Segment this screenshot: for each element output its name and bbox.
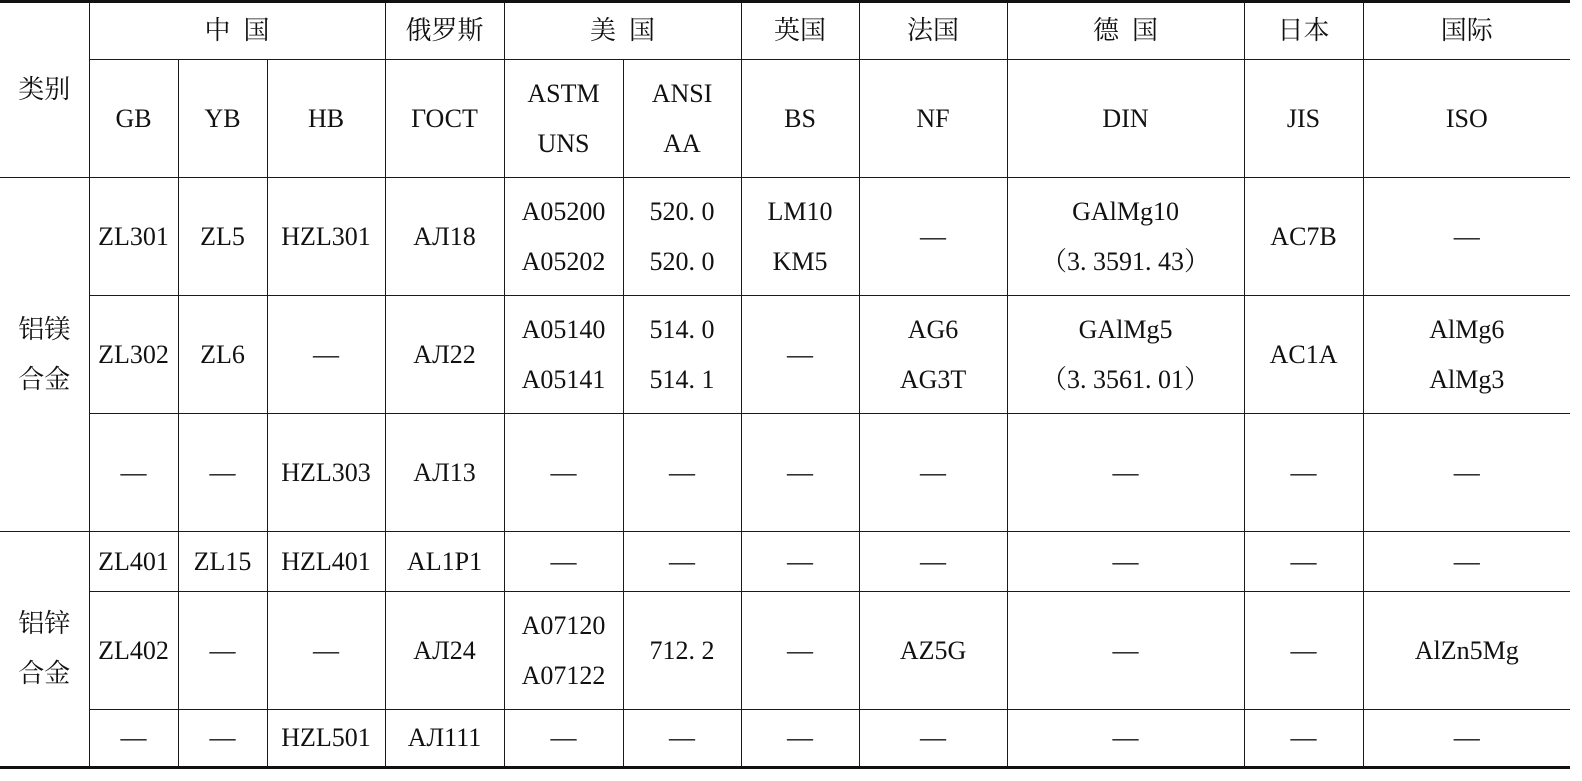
grade-cell bbox=[89, 296, 178, 414]
grade-cell bbox=[267, 532, 385, 592]
grade-value: — bbox=[787, 546, 814, 576]
grade-value: — bbox=[1290, 635, 1317, 665]
alloy-category-cell bbox=[0, 532, 89, 768]
grade-cell bbox=[1007, 414, 1244, 532]
grade-cell bbox=[504, 414, 623, 532]
grade-value: АЛ24 bbox=[413, 635, 476, 665]
grade-value: — bbox=[920, 457, 947, 487]
grade-value: — bbox=[209, 635, 236, 665]
grade-value: — bbox=[787, 339, 814, 369]
country-header: 德 国 bbox=[1007, 2, 1244, 60]
grade-value: — bbox=[209, 723, 236, 752]
grade-cell bbox=[178, 710, 267, 768]
grade-cell bbox=[1244, 710, 1363, 768]
standard-code-label: ASTM bbox=[527, 78, 600, 108]
country-header: 国际 bbox=[1363, 2, 1570, 60]
grade-value: ZL401 bbox=[98, 546, 169, 576]
standard-code-label: JIS bbox=[1286, 103, 1321, 133]
grade-cell bbox=[1363, 296, 1570, 414]
grade-value: AlZn5Mg bbox=[1414, 635, 1519, 665]
standard-code-label: ANSI bbox=[651, 78, 713, 108]
grade-value: — bbox=[1453, 723, 1480, 752]
grade-value: — bbox=[550, 546, 577, 576]
grade-value: — bbox=[1453, 221, 1480, 251]
grade-cell bbox=[178, 296, 267, 414]
alloy-category-label: 铝锌 bbox=[18, 609, 71, 638]
grade-value: A05200 bbox=[521, 196, 606, 226]
grade-value: — bbox=[1112, 546, 1139, 576]
standard-header bbox=[504, 60, 623, 178]
grade-value: — bbox=[787, 635, 814, 665]
grade-value: АЛ22 bbox=[413, 339, 476, 369]
grade-value: A07122 bbox=[521, 660, 606, 690]
grade-cell bbox=[504, 178, 623, 296]
standard-header bbox=[178, 60, 267, 178]
standard-header bbox=[267, 60, 385, 178]
grade-value: АЛ13 bbox=[413, 457, 476, 487]
grade-cell bbox=[1007, 296, 1244, 414]
grade-value: AG3T bbox=[899, 364, 967, 394]
grade-value: A05141 bbox=[521, 364, 606, 394]
grade-value: — bbox=[550, 457, 577, 487]
grade-value: HZL501 bbox=[281, 723, 371, 752]
grade-value: 712. 2 bbox=[649, 635, 715, 665]
country-header: 中 国 bbox=[89, 2, 385, 60]
grade-value: — bbox=[669, 723, 696, 752]
standard-header bbox=[741, 60, 859, 178]
standard-code-label: BS bbox=[784, 103, 816, 133]
grade-cell bbox=[1363, 710, 1570, 768]
standard-code-label: ISO bbox=[1445, 103, 1488, 133]
grade-cell bbox=[385, 592, 504, 710]
standard-code-label: NF bbox=[916, 103, 950, 133]
grade-value: — bbox=[1112, 635, 1139, 665]
grade-value: — bbox=[669, 546, 696, 576]
grade-cell bbox=[1244, 296, 1363, 414]
grade-cell bbox=[1007, 178, 1244, 296]
grade-value: — bbox=[669, 457, 696, 487]
grade-value: — bbox=[550, 723, 577, 752]
grade-value: 514. 0 bbox=[649, 314, 715, 344]
grade-value: ZL301 bbox=[98, 221, 169, 251]
grade-cell bbox=[89, 592, 178, 710]
grade-cell bbox=[385, 532, 504, 592]
grade-cell bbox=[859, 178, 1007, 296]
grade-cell bbox=[178, 532, 267, 592]
grade-value: （3. 3591. 43） bbox=[1041, 246, 1211, 276]
grade-value: — bbox=[209, 457, 236, 487]
grade-cell bbox=[89, 710, 178, 768]
standard-code-label: GB bbox=[115, 103, 152, 133]
table-row bbox=[0, 178, 1570, 296]
alloy-category-label: 合金 bbox=[18, 659, 71, 688]
grade-value: — bbox=[1290, 546, 1317, 576]
standard-code-label: DIN bbox=[1102, 103, 1149, 133]
grade-value: — bbox=[120, 457, 147, 487]
grade-cell bbox=[178, 178, 267, 296]
grade-cell bbox=[267, 710, 385, 768]
grade-cell bbox=[623, 296, 741, 414]
country-header: 日本 bbox=[1244, 2, 1363, 60]
grade-value: HZL401 bbox=[281, 546, 371, 576]
grade-value: ZL302 bbox=[98, 339, 169, 369]
grade-value: — bbox=[1290, 457, 1317, 487]
grade-cell bbox=[385, 178, 504, 296]
country-header: 法国 bbox=[859, 2, 1007, 60]
grade-cell bbox=[741, 178, 859, 296]
grade-value: （3. 3561. 01） bbox=[1041, 364, 1211, 394]
grade-cell bbox=[859, 592, 1007, 710]
grade-cell bbox=[178, 414, 267, 532]
grade-cell bbox=[267, 592, 385, 710]
grade-value: AL1P1 bbox=[406, 546, 483, 576]
grade-cell bbox=[504, 296, 623, 414]
grade-value: — bbox=[787, 457, 814, 487]
grade-cell bbox=[741, 592, 859, 710]
grade-value: AC1A bbox=[1269, 339, 1338, 369]
grade-cell bbox=[385, 414, 504, 532]
grade-value: 514. 1 bbox=[649, 364, 715, 394]
grade-value: — bbox=[1112, 723, 1139, 752]
grade-cell bbox=[89, 414, 178, 532]
grade-cell bbox=[504, 592, 623, 710]
grade-value: LM10 bbox=[767, 196, 833, 226]
grade-value: ZL6 bbox=[200, 339, 245, 369]
grade-value: ZL15 bbox=[193, 546, 252, 576]
grade-value: — bbox=[313, 635, 339, 665]
table-body bbox=[0, 178, 1570, 768]
table-row bbox=[0, 710, 1570, 768]
grade-cell bbox=[89, 178, 178, 296]
grade-value: 520. 0 bbox=[649, 246, 715, 276]
grade-cell bbox=[741, 710, 859, 768]
grade-cell bbox=[1007, 710, 1244, 768]
grade-cell bbox=[385, 710, 504, 768]
grade-value: — bbox=[1112, 457, 1139, 487]
standard-code-label: AA bbox=[663, 128, 701, 158]
grade-cell bbox=[1363, 414, 1570, 532]
grade-value: HZL301 bbox=[281, 221, 371, 251]
standard-code-label: UNS bbox=[537, 128, 590, 158]
grade-cell bbox=[504, 532, 623, 592]
grade-value: A05140 bbox=[521, 314, 606, 344]
grade-value: GAlMg5 bbox=[1078, 314, 1173, 344]
grade-value: — bbox=[1290, 723, 1317, 752]
standard-header bbox=[623, 60, 741, 178]
grade-cell bbox=[859, 532, 1007, 592]
grade-value: AG6 bbox=[907, 314, 959, 344]
grade-cell bbox=[385, 296, 504, 414]
table-header bbox=[0, 2, 1570, 178]
grade-cell bbox=[623, 414, 741, 532]
table-row bbox=[0, 296, 1570, 414]
grade-cell bbox=[741, 414, 859, 532]
category-header: 类别 bbox=[0, 2, 89, 178]
grade-value: — bbox=[787, 723, 814, 752]
grade-value: — bbox=[920, 723, 947, 752]
grade-value: AC7B bbox=[1270, 221, 1337, 251]
standard-code-label: ГОСТ bbox=[411, 103, 478, 133]
country-header: 俄罗斯 bbox=[385, 2, 504, 60]
grade-cell bbox=[504, 710, 623, 768]
grade-cell bbox=[1363, 592, 1570, 710]
table-row bbox=[0, 592, 1570, 710]
grade-value: HZL303 bbox=[281, 457, 371, 487]
grade-value: AlMg6 bbox=[1429, 314, 1505, 344]
grade-cell bbox=[623, 592, 741, 710]
grade-cell bbox=[89, 532, 178, 592]
standard-header bbox=[859, 60, 1007, 178]
table-row bbox=[0, 532, 1570, 592]
grade-value: ZL5 bbox=[200, 221, 245, 251]
alloy-category-label: 合金 bbox=[18, 364, 71, 394]
grade-cell bbox=[1244, 414, 1363, 532]
standard-header-row bbox=[0, 60, 1570, 178]
grade-value: AlMg3 bbox=[1429, 364, 1505, 394]
standard-header bbox=[1363, 60, 1570, 178]
grade-cell bbox=[859, 414, 1007, 532]
alloy-category-cell bbox=[0, 178, 89, 532]
grade-value: — bbox=[1453, 546, 1480, 576]
grade-cell bbox=[1244, 592, 1363, 710]
grade-cell bbox=[1244, 532, 1363, 592]
alloy-category-label: 铝镁 bbox=[18, 314, 71, 344]
grade-cell bbox=[623, 532, 741, 592]
grade-value: A07120 bbox=[521, 610, 606, 640]
standard-header bbox=[385, 60, 504, 178]
grade-cell bbox=[859, 710, 1007, 768]
grade-value: — bbox=[120, 723, 147, 752]
grade-value: АЛ18 bbox=[413, 221, 476, 251]
country-header-row bbox=[0, 2, 1570, 60]
grade-cell bbox=[267, 178, 385, 296]
grade-value: — bbox=[920, 546, 947, 576]
grade-value: GAlMg10 bbox=[1072, 196, 1179, 226]
grade-value: — bbox=[1453, 457, 1480, 487]
table-row bbox=[0, 414, 1570, 532]
grade-cell bbox=[623, 710, 741, 768]
grade-cell bbox=[1244, 178, 1363, 296]
standard-header bbox=[89, 60, 178, 178]
grade-value: AZ5G bbox=[899, 635, 967, 665]
standard-header bbox=[1244, 60, 1363, 178]
grade-value: KM5 bbox=[772, 246, 828, 276]
standard-header bbox=[1007, 60, 1244, 178]
grade-value: 520. 0 bbox=[649, 196, 715, 226]
country-header: 英国 bbox=[741, 2, 859, 60]
grade-cell bbox=[267, 414, 385, 532]
grade-value: ZL402 bbox=[98, 635, 169, 665]
grade-cell bbox=[1007, 532, 1244, 592]
grade-value: A05202 bbox=[521, 246, 606, 276]
grade-cell bbox=[741, 532, 859, 592]
grade-value: — bbox=[313, 339, 339, 369]
grade-value: — bbox=[920, 221, 947, 251]
grade-cell bbox=[1007, 592, 1244, 710]
standard-code-label: HB bbox=[307, 103, 345, 133]
grade-cell bbox=[178, 592, 267, 710]
grade-cell bbox=[859, 296, 1007, 414]
grade-value: АЛ111 bbox=[407, 723, 482, 752]
grade-cell bbox=[1363, 178, 1570, 296]
grade-cell bbox=[623, 178, 741, 296]
grade-cell bbox=[267, 296, 385, 414]
grade-cell bbox=[1363, 532, 1570, 592]
grade-cell bbox=[741, 296, 859, 414]
country-header: 美 国 bbox=[504, 2, 741, 60]
standard-code-label: YB bbox=[204, 103, 241, 133]
